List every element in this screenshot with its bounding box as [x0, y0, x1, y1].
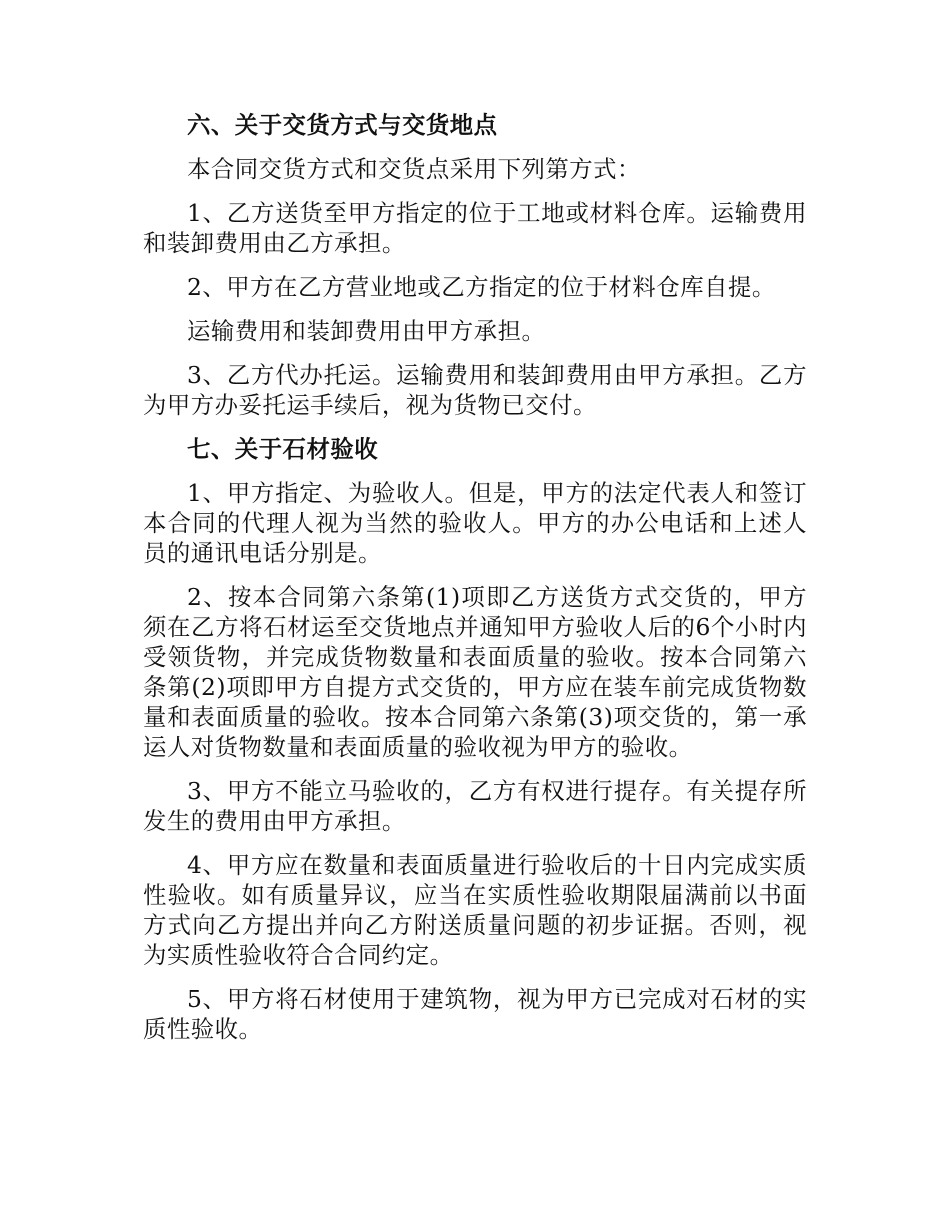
paragraph: 1、甲方指定、为验收人。但是，甲方的法定代表人和签订本合同的代理人视为当然的验收人。甲方的办公电话和上述人员的通讯电话分别是。: [143, 479, 807, 567]
paragraph: 4、甲方应在数量和表面质量进行验收后的十日内完成实质性验收。如有质量异议，应当在实质性验收期限届满前以书面方式向乙方提出并向乙方附送质量问题的初步证据。否则，视为实质性验收符合合同约定。: [143, 851, 807, 969]
document-page: [143, 110, 807, 1058]
paragraph: 5、甲方将石材使用于建筑物，视为甲方已完成对石材的实质性验收。: [143, 985, 807, 1043]
paragraph: 3、乙方代办托运。运输费用和装卸费用由甲方承担。乙方为甲方办妥托运手续后，视为货物已交付。: [143, 361, 807, 419]
paragraph: 2、甲方在乙方营业地或乙方指定的位于材料仓库自提。: [187, 273, 776, 301]
paragraph: 3、甲方不能立马验收的，乙方有权进行提存。有关提存所发生的费用由甲方承担。: [143, 777, 807, 835]
paragraph: 2、按本合同第六条第(1)项即乙方送货方式交货的，甲方须在乙方将石材运至交货地点并通知甲方验收人后的6个小时内受领货物，并完成货物数量和表面质量的验收。按本合同第六条第(2)项即甲方自提方式交货的，甲方应在装车前完成货物数量和表面质量的验收。按本合同第六条第(3)项交货的，第一承运人对货物数量和表面质量的验收视为甲方的验收。: [143, 583, 807, 761]
paragraph: 运输费用和装卸费用由甲方承担。: [187, 317, 546, 345]
paragraph: 1、乙方送货至甲方指定的位于工地或材料仓库。运输费用和装卸费用由乙方承担。: [143, 199, 807, 257]
section-heading-delivery: 六、关于交货方式与交货地点: [187, 111, 498, 139]
paragraph: 本合同交货方式和交货点采用下列第方式：: [187, 155, 641, 183]
section-heading-inspection: 七、关于石材验收: [187, 435, 379, 463]
